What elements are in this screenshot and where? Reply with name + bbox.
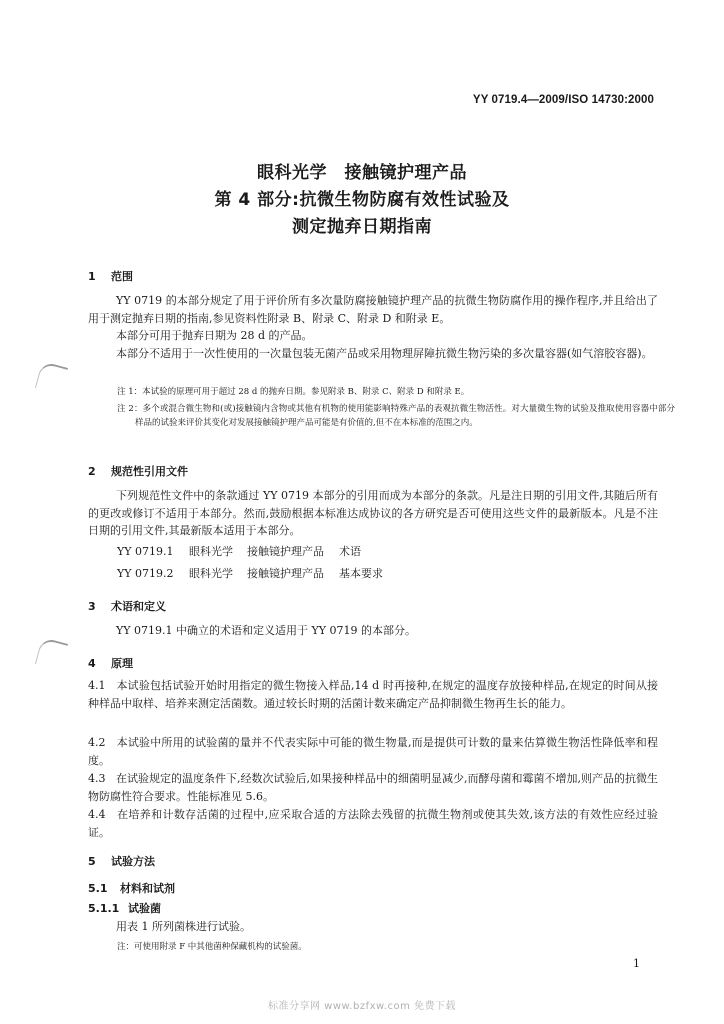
section-number: 1: [88, 270, 96, 283]
clause-text: 本试验包括试验开始时用指定的微生物接入样品,14 d 时再接种,在规定的温度存放接种样品,在规定的时间从接种样品中取样、培养来测定活菌数。通过较长时期的活菌计数来确定产品抑制微生物再生长的能力。: [88, 679, 658, 710]
reference-code: YY 0719.1: [117, 545, 174, 558]
standard-code: YY 0719.4—2009/ISO 14730:2000: [472, 94, 654, 106]
subsection-title: 材料和试剂: [120, 882, 175, 895]
section-title: 范围: [111, 270, 133, 283]
clause-text: 在培养和计数存活菌的过程中,应采取合适的方法除去残留的抗微生物剂或使其失效,该方法的有效性应经过验证。: [88, 808, 658, 839]
normative-reference: [117, 565, 383, 581]
document-title-line-1: 眼科光学 接触镜护理产品: [257, 163, 467, 183]
reference-title-part: 术语: [339, 545, 361, 558]
footer-watermark: 标准分享网 www.bzfxw.com 免费下载: [268, 1001, 456, 1012]
section-title: 术语和定义: [111, 600, 166, 613]
section-title: 规范性引用文件: [111, 465, 188, 478]
reference-title-part: 眼科光学: [189, 545, 233, 558]
document-title-line-2: 第 4 部分:抗微生物防腐有效性试验及: [214, 190, 510, 210]
reference-code: YY 0719.2: [117, 567, 174, 580]
section-2-paragraph: 下列规范性文件中的条款通过 YY 0719 本部分的引用而成为本部分的条款。凡是注日期的引用文件,其随后所有的更改或修订不适用于本部分。然而,鼓励根据本标准达成协议的各方研究是否可使用这些文件的最新版本。凡是不注日期的引用文件,其最新版本适用于本部分。: [88, 489, 658, 537]
subsection-number: 5.1: [88, 882, 108, 895]
section-1-paragraph-3: 本部分不适用于一次性使用的一次量包装无菌产品或采用物理屏障抗微生物污染的多次量容器(如气溶胶容器)。: [116, 347, 653, 360]
section-number: 4: [88, 657, 96, 670]
clause-text: 在试验规定的温度条件下,经数次试验后,如果接种样品中的细菌明显减少,而酵母菌和霉菌不增加,则产品的抗微生物防腐性符合要求。性能标准见 5.6。: [88, 772, 658, 803]
clause-number: 4.1: [88, 679, 106, 692]
subsection-title: 试验菌: [128, 902, 161, 915]
subsection-5-1-heading: [88, 880, 175, 896]
subsection-5-1-1-paragraph: 用表 1 所列菌株进行试验。: [116, 920, 251, 933]
reference-title-part: 接触镜护理产品: [247, 545, 324, 558]
reference-title-part: 接触镜护理产品: [247, 567, 324, 580]
subsection-5-1-1-heading: [88, 900, 161, 916]
section-3-heading: [88, 598, 166, 614]
subsection-5-1-1-note: 注：可使用附录 F 中其他菌种保藏机构的试验菌。: [117, 942, 307, 952]
clause-number: 4.3: [88, 772, 106, 785]
clause-number: 4.4: [88, 808, 106, 821]
section-number: 2: [88, 465, 96, 478]
section-5-heading: [88, 853, 155, 869]
section-1-note-2: 注 2：多个或混合微生物和(或)接触镜内含物或其他有机物的使用能影响特殊产品的表观抗微生物活性。对大量微生物的试验及推取使用容器中部分样品的试验来评价其变化对发展接触镜护理产品可能是有价值的,但不在本标准的范围之内。: [117, 404, 675, 428]
section-1-paragraph-1: YY 0719 的本部分规定了用于评价所有多次量防腐接触镜护理产品的抗微生物防腐作用的操作程序,并且给出了用于测定抛弃日期的指南,参见资料性附录 B、附录 C、附录 D 和附录 E。: [88, 294, 658, 325]
document-title-line-3: 测定抛弃日期指南: [292, 217, 432, 237]
section-1-paragraph-2: 本部分可用于抛弃日期为 28 d 的产品。: [116, 329, 313, 342]
binding-hole-mark: [35, 637, 68, 671]
section-number: 3: [88, 600, 96, 613]
binding-hole-mark: [35, 361, 68, 395]
clause-4-4: [88, 806, 658, 841]
clause-4-1: [88, 677, 658, 712]
section-number: 5: [88, 855, 96, 868]
reference-title-part: 基本要求: [339, 567, 383, 580]
page-number: 1: [633, 957, 640, 970]
section-title: 原理: [111, 657, 133, 670]
section-4-heading: [88, 655, 133, 671]
clause-4-2: [88, 734, 658, 769]
clause-text: 本试验中所用的试验菌的量并不代表实际中可能的微生物量,而是提供可计数的量来估算微生物活性降低率和程度。: [88, 736, 658, 767]
section-3-paragraph: YY 0719.1 中确立的术语和定义适用于 YY 0719 的本部分。: [116, 624, 417, 637]
reference-title-part: 眼科光学: [189, 567, 233, 580]
section-2-heading: [88, 463, 188, 479]
subsection-number: 5.1.1: [88, 902, 120, 915]
clause-number: 4.2: [88, 736, 106, 749]
section-title: 试验方法: [111, 855, 155, 868]
normative-reference: [117, 543, 361, 559]
section-1-heading: [88, 268, 133, 284]
section-1-note-1: 注 1：本试验的原理可用于超过 28 d 的抛弃日期。参见附录 B、附录 C、附录 D 和附录 E。: [117, 387, 470, 397]
clause-4-3: [88, 770, 658, 805]
